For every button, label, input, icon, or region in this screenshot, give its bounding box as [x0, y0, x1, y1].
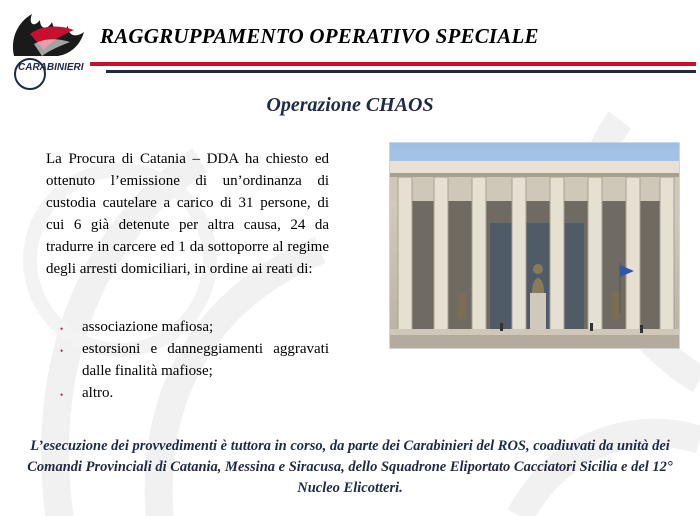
list-item-text: estorsioni e danneggiamenti aggravati dalle finalità mafiose;	[82, 341, 329, 379]
footer-statement: L’esecuzione dei provvedimenti è tuttora in corso, da parte dei Carabinieri del ROS, coadiuvati da unità dei Comandi Provinciali di Catania, Messina e Siracusa, dello Squadrone Eliportato Cacciatori Sicilia e del 12° Nucleo Elicotteri.	[27, 438, 673, 496]
operation-title: Operazione CHAOS	[266, 94, 434, 116]
courthouse-photo	[389, 142, 680, 349]
list-item-text: associazione mafiosa;	[82, 319, 214, 335]
bullet-dot-icon: •	[60, 346, 64, 356]
carabinieri-flame-logo-icon	[4, 4, 92, 90]
body-paragraph: La Procura di Catania – DDA ha chiesto ed ottenuto l’emissione di un’ordinanza di custodia cautelare a carico di 31 persone, di cui 6 già detenute per altra causa, 24 da tradurre in carcere ed 1 da sottoporre al regime degli arresti domiciliari, in ordine ai reati di:	[46, 151, 329, 277]
logo-text: CARABINIERI	[18, 62, 84, 73]
bullet-dot-icon: •	[60, 390, 64, 400]
header-rule-red	[90, 62, 696, 66]
list-item	[46, 382, 329, 404]
header-rule-dark	[106, 70, 696, 73]
list-item-text: altro.	[82, 385, 114, 401]
header-title: RAGGRUPPAMENTO OPERATIVO SPECIALE	[100, 24, 539, 48]
list-item	[46, 338, 329, 382]
list-item	[46, 316, 329, 338]
courthouse-facade-icon	[390, 143, 680, 349]
bullet-dot-icon: •	[60, 324, 64, 334]
charges-list	[46, 316, 329, 404]
